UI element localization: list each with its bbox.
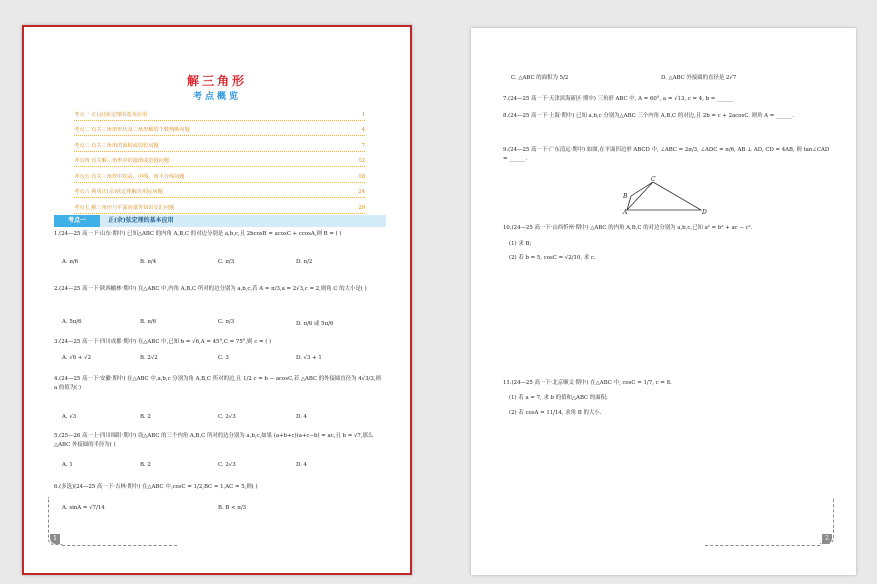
question-5: 5.(25—26 高一上·四川绵阳·期中) 设△ABC 的三个内角 A,B,C 所对的边分别为 a,b,c,如果 (a+b+c)(a+c−b) = ac,且 b = √7,那么△ABC 外接圆的半径为( ) <box>54 433 374 448</box>
option: B. 2 <box>140 462 151 468</box>
question-6-options <box>62 505 374 511</box>
option: A. 5π/6 <box>62 319 82 325</box>
question-11: 11.(24—25 高一下·北京顺义·期中) 在△ABC 中, cosC = 1/7, c = 8. <box>503 380 672 386</box>
option: B. 2√2 <box>140 355 158 361</box>
option: B. B < π/3 <box>218 505 247 511</box>
option: A. √6 + √2 <box>62 355 91 361</box>
table-of-contents <box>74 105 365 214</box>
toc-item[interactable]: 考点四 有关解三角形中的最值或范围问题 12 <box>74 152 365 168</box>
option: D. 4 <box>296 414 307 420</box>
option: C. 2√3 <box>218 462 236 468</box>
option: B. π/4 <box>140 259 157 265</box>
toc-item[interactable]: 考点二 有关三角形形状及三角形解的个数判断问题 4 <box>74 121 365 137</box>
question-11-part-1: (1) 若 a = 7, 求 b 的值和△ABC 的面积; <box>509 395 608 401</box>
footer-rule <box>62 545 177 546</box>
toc-item[interactable]: 考点三 有关三角形的面积或周长问题 7 <box>74 136 365 152</box>
document-page-2[interactable] <box>471 28 856 575</box>
figure-label-c: C <box>651 176 656 183</box>
section-header <box>54 215 386 227</box>
question-6-continued-options <box>511 73 821 81</box>
page-number: 1 <box>50 534 60 544</box>
option: C. 3 <box>218 355 229 361</box>
figure-label-a: A <box>623 209 628 216</box>
option: D. △ABC 外接圆的直径是 2√7 <box>661 75 737 81</box>
option: C. π/3 <box>218 259 235 265</box>
option: A. π/6 <box>62 259 79 265</box>
question-9: 9.(24—25 高一下·广东清远·期中) 如图,在平面四边形 ABCD 中, ∠ABC = 2π/3, ∠ADC = π/6, AB ⊥ AD, CD = 4AB, 则 tan∠CAD = ______. <box>503 147 830 162</box>
page-number: 2 <box>822 534 832 544</box>
question-6: 6.(多选)(24—25 高一下·吉林·期中) 在△ABC 中,cosC = 1/2,BC = 1,AC = 5,则( ) <box>54 484 258 490</box>
question-3-options <box>62 355 374 361</box>
question-2: 2.(24—25 高一下·陕西榆林·期中) 在△ABC 中,内角 A,B,C 所对的边分别为 a,b,c,若 A = π/3,a = 2√3,c = 2,则角 C 的大小是( ) <box>54 286 367 292</box>
overview-subtitle: 考点概览 <box>192 92 241 102</box>
footer-rule <box>705 545 820 546</box>
question-10-part-1: (1) 求 B; <box>509 241 532 247</box>
option: A. sinA = √7/14 <box>62 505 105 511</box>
question-11-part-2: (2) 若 cosA = 11/14, 求角 B 的大小. <box>509 410 602 416</box>
figure-label-d: D <box>702 209 707 216</box>
option: D. √3 + 1 <box>296 355 322 361</box>
toc-item[interactable]: 考点七 解三角形与平面向量等知识交汇问题 29 <box>74 198 365 214</box>
option: C. π/3 <box>218 319 235 325</box>
quadrilateral-figure <box>619 176 709 216</box>
option: B. 2 <box>140 414 151 420</box>
option: A. 1 <box>62 462 73 468</box>
option: B. π/6 <box>140 319 157 325</box>
option: C. 2√3 <box>218 414 236 420</box>
document-page-1[interactable] <box>22 25 412 575</box>
question-1: 1.(24—25 高一下·山东·期中) 已知△ABC 的内角 A,B,C 的对边分别是 a,b,c,且 2bcosB = acosC + ccosA,则 B = ( ) <box>54 231 342 237</box>
page-title: 解三角形 <box>186 74 247 88</box>
question-2-options <box>62 319 374 327</box>
question-1-options <box>62 259 374 265</box>
option: C. △ABC 的面积为 5/2 <box>511 75 569 81</box>
option: D. π/6 或 5π/6 <box>296 321 334 327</box>
question-8: 8.(24—25 高一下·上海·期中) 已知 a,b,c 分别为△ABC 三个内角 A,B,C 的对边,且 2b = c + 2acosC. 则角 A = ______. <box>503 113 794 119</box>
question-7: 7.(24—25 高一下·天津滨海新区·期中) 三角形 ABC 中, A = 60°, a = √13, c = 4, b = ______ <box>503 96 734 102</box>
figure-label-b: B <box>623 193 628 200</box>
option: D. 4 <box>296 462 307 468</box>
question-10-part-2: (2) 若 b = 5, cosC = √2/10, 求 c. <box>509 255 596 261</box>
question-4: 4.(24—25 高一下·安徽·期中) 在△ABC 中,a,b,c 分别为角 A,B,C 所对的边,且 1/2 c = b − acosC,若 △ABC 的外接圆直径为 4√3/3,则 a 的值为( ) <box>54 376 381 391</box>
question-3: 3.(24—25 高一下·四川成都·期中) 在△ABC 中,已知 b = √6,A = 45°,C = 75°,则 c = ( ) <box>54 339 272 345</box>
section-title: 正(余)弦定理的基本应用 <box>108 217 174 224</box>
question-5-options <box>62 462 374 468</box>
section-tag: 考点一 <box>54 215 100 227</box>
question-4-options <box>62 414 374 420</box>
option: D. π/2 <box>296 259 313 265</box>
question-10: 10.(24—25 高一下·山西忻州·期中) △ABC 的内角 A,B,C 的对边分别为 a,b,c,已知 a² = b² + ac − c². <box>503 225 753 231</box>
option: A. √3 <box>62 414 77 420</box>
toc-item[interactable]: 考点一 正(余)弦定理的基本应用 1 <box>74 105 365 121</box>
toc-item[interactable]: 考点六 利用正(余)弦定理解决实际问题 24 <box>74 183 365 199</box>
toc-item[interactable]: 考点五 有关三角形中的高、中线、角平分线问题 18 <box>74 167 365 183</box>
